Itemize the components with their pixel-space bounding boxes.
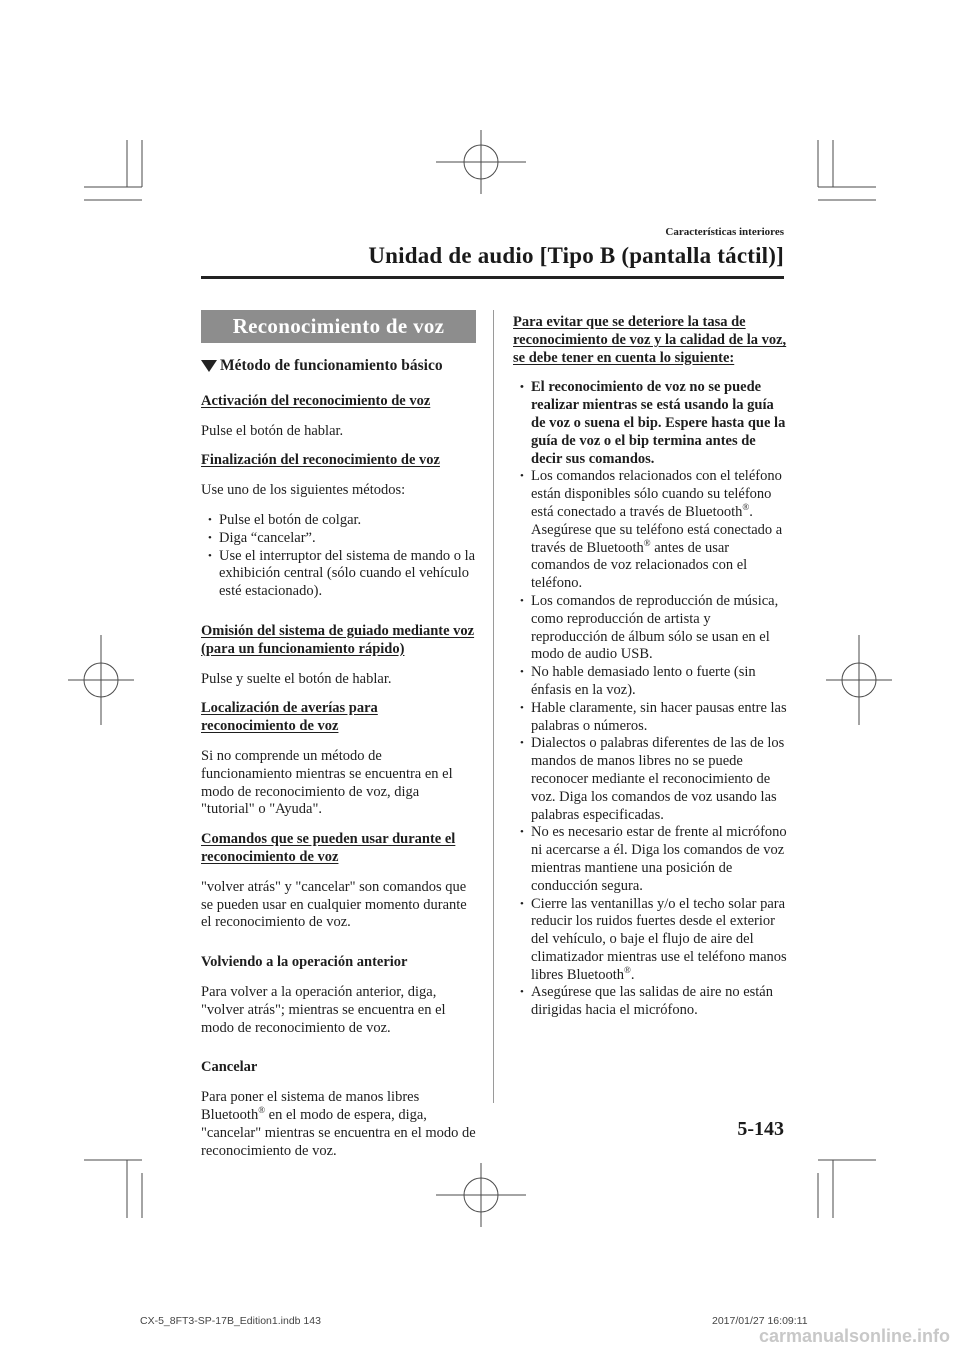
tip-text-part: . [630,966,635,983]
tip-text-part: Cierre las ventanillas y/o el techo solar para reducir los ruidos fuertes desde el exterior del vehículo, o baje el flujo de aire del climatizador mientras use el teléfono manos libres Bluetooth [531,895,787,983]
commands-heading: Comandos que se pueden usar durante el reconocimiento de voz [201,831,456,865]
end-intro: Use uno de los siguientes métodos: [201,482,406,499]
subsection-title [201,357,476,375]
troubleshooting-text: Si no comprende un método de funcionamiento mientras se encuentra en el modo de reconocimiento de voz, diga "tutorial" o "Ayuda". [201,747,453,818]
activation-text: Pulse el botón de hablar. [201,422,344,439]
list-item: • Dialectos o palabras diferentes de las de los mandos de manos libres no se puede reconocer mediante el reconocimiento de voz. Diga los comandos de voz usando las palabras especificadas. [513,735,788,824]
end-methods-list [201,512,476,601]
troubleshooting-heading: Localización de averías para reconocimiento de voz [201,700,378,735]
commands-text: "volver atrás" y "cancelar" son comandos que se pueden usar en cualquier momento durante el reconocimiento de voz. [201,878,467,931]
list-item: • Hable claramente, sin hacer pausas entre las palabras o números. [513,700,788,736]
list-item: • El reconocimiento de voz no se puede realizar mientras se está usando la guía de voz o suena el bip. Espere hasta que la guía de voz o el bip termina antes de decir sus comandos. [513,379,788,468]
registered-mark: ® [742,502,750,513]
left-column [201,310,476,1172]
imprint-file: CX-5_8FT3-SP-17B_Edition1.indb 143 [140,1315,321,1327]
list-item: • Diga “cancelar”. [201,530,476,548]
registered-mark: ® [624,964,631,975]
header-rule [201,276,784,279]
section-title: Reconocimiento de voz [201,310,476,343]
registered-mark: ® [258,1105,266,1116]
watermark: carmanualsonline.info [758,1326,950,1346]
page-title: Unidad de audio [Tipo B (pantalla táctil)] [368,243,784,268]
cancel-heading: Cancelar [201,1059,258,1076]
tip-text-part: . Asegúrese que su teléfono está conectado a través de Bluetooth [531,503,783,556]
list-item: • No es necesario estar de frente al micrófono ni acercarse a él. Diga los comandos de voz mientras mantiene una posición de conducción segura. [513,824,788,895]
cancel-text-part: Para poner el sistema de manos libres Bluetooth [201,1089,420,1123]
tips-heading: Para evitar que se deteriore la tasa de reconocimiento de voz y la calidad de la voz, se debe tener en cuenta lo siguiente: [513,314,787,366]
end-heading: Finalización del reconocimiento de voz [201,452,440,469]
list-item: • Asegúrese que las salidas de aire no están dirigidas hacia el micrófono. [513,984,788,1020]
page-number: 5-143 [737,1118,784,1140]
subsection-title-text: Método de funcionamiento básico [220,357,443,374]
cancel-text-part: en el modo de espera, diga, "cancelar" mientras se encuentra en el modo de reconocimiento de voz. [201,1106,476,1159]
list-item: • Pulse el botón de colgar. [201,512,476,530]
right-column [513,314,788,1032]
activation-heading: Activación del reconocimiento de voz [201,392,431,409]
imprint-date: 2017/01/27 16:09:11 [712,1315,808,1327]
back-heading: Volviendo a la operación anterior [201,954,408,971]
skip-text: Pulse y suelte el botón de hablar. [201,670,392,687]
cancel-text [201,1089,476,1160]
list-item [513,468,788,593]
tips-list [513,379,788,1020]
list-item: • Use el interruptor del sistema de mando o la exhibición central (sólo cuando el vehículo esté estacionado). [201,548,476,601]
triangle-down-icon [201,360,217,372]
column-divider [493,310,494,1103]
tip-text-part: Los comandos relacionados con el teléfono están disponibles sólo cuando su teléfono está conectado a través de Bluetooth [531,468,782,520]
registered-mark: ® [643,537,651,548]
chapter-category: Características interiores [665,226,784,238]
back-text: Para volver a la operación anterior, diga, "volver atrás"; mientras se encuentra en el modo de reconocimiento de voz. [201,983,446,1036]
list-item: • Los comandos de reproducción de música, como reproducción de artista y reproducción de álbum sólo se usan en el modo de audio USB. [513,593,788,664]
skip-heading: Omisión del sistema de guiado mediante voz (para un funcionamiento rápido) [201,622,475,657]
list-item [513,896,788,985]
list-item: • No hable demasiado lento o fuerte (sin énfasis en la voz). [513,664,788,700]
tip-text-part: antes de usar comandos de voz relacionados con el teléfono. [531,539,748,592]
